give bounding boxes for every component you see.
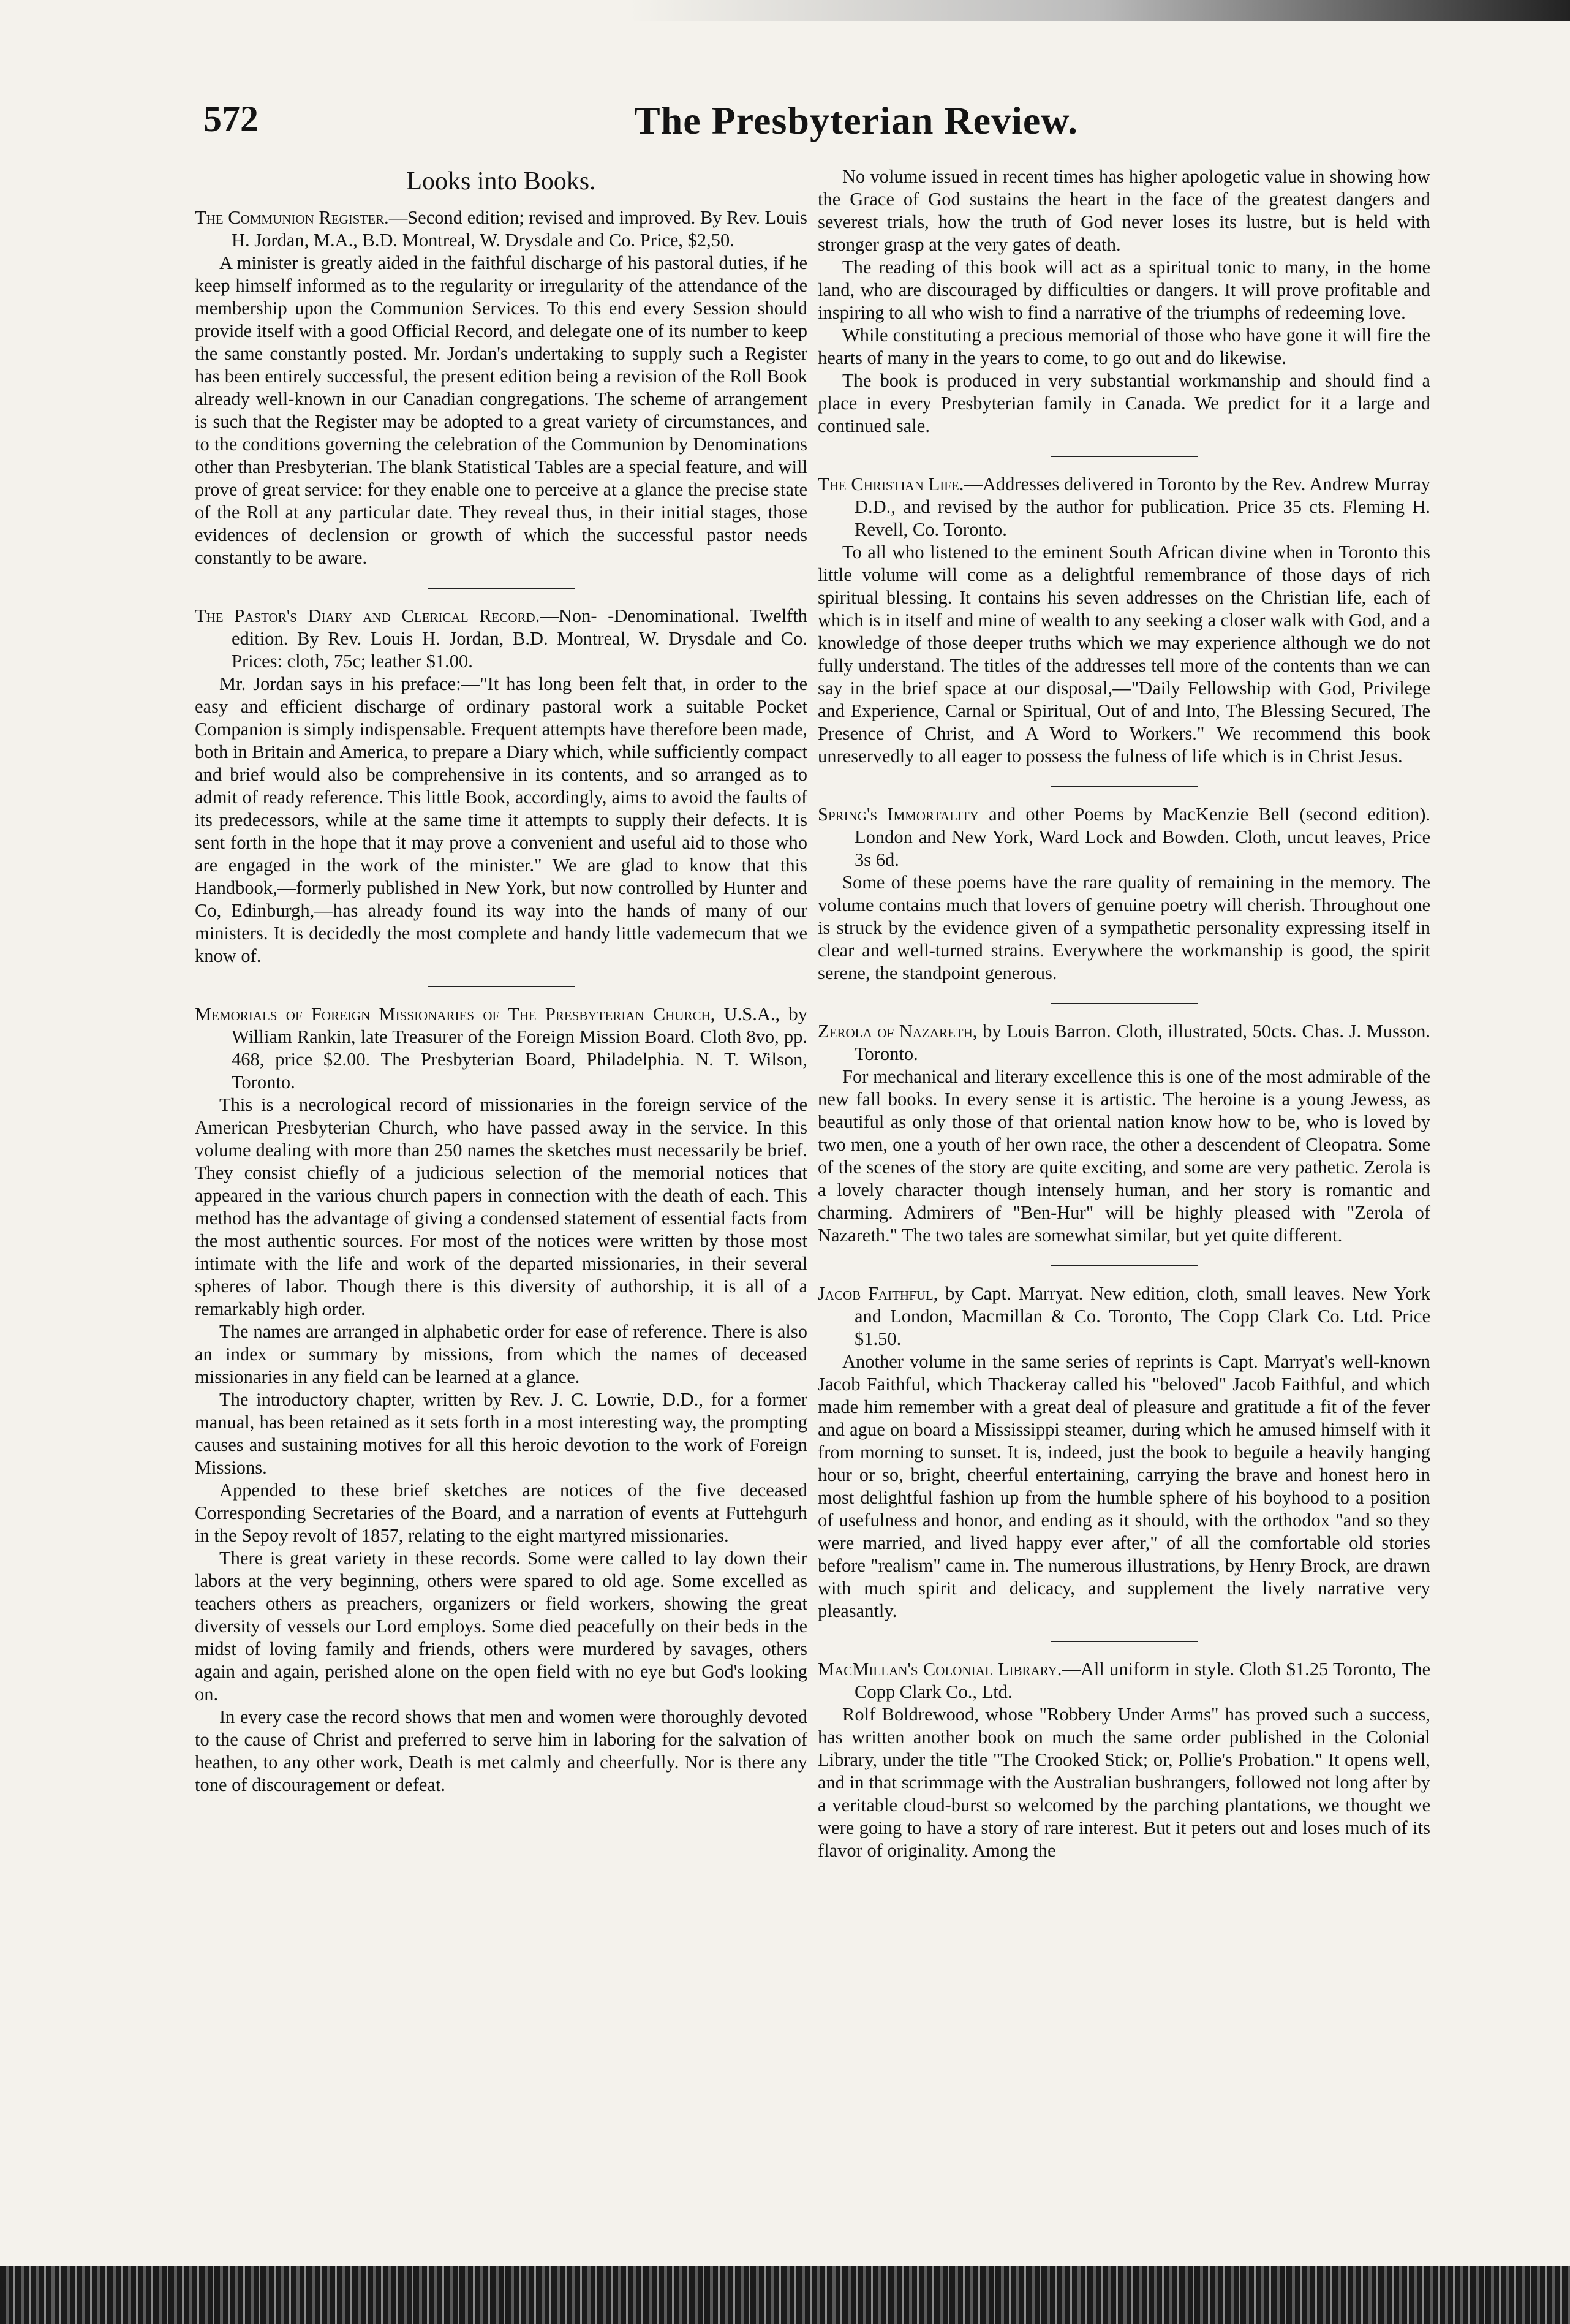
entry-heading — [818, 473, 1430, 541]
divider-rule — [428, 588, 575, 589]
entry-paragraph: Mr. Jordan says in his preface:—"It has long been felt that, in order to the easy and efficient discharge of ordinary pastoral work a suitable Pocket Companion is simply indispensable. Frequent attempts have therefore been made, both in Britain and America, to prepare a Diary which, while sufficiently compact and brief would also be comprehensive in its contents, and so arranged as to admit of ready reference. This little Book, accordingly, aims to avoid the faults of its predecessors, while at the same time it attempts to supply their defects. It is sent forth in the hope that it may prove a convenient and useful aid to those who are engaged in the work of the minister." We are glad to know that this Handbook,—formerly published in New York, but now controlled by Hunter and Co, Edinburgh,—has already found its way into the hands of many of our ministers. It is decidedly the most complete and handy little vademecum that we know of. — [195, 673, 807, 966]
scan-edge-top — [0, 0, 1570, 21]
review-memorials-missionaries — [195, 1003, 807, 1796]
entry-title: The Christian Life. — [818, 474, 964, 494]
entry-paragraph: There is great variety in these records. Some were called to lay down their labors at the very beginning, others were spared to old age. Some excelled as teachers others as preachers, organizers or field workers, showing the great diversity of vessels our Lord employs. Some died peacefully on their beds in the midst of loving family and friends, others were murdered by savages, others again and again, perished alone on the open field with no eye but God's looking on. — [195, 1548, 807, 1705]
entry-paragraph: In every case the record shows that men and women were thoroughly devoted to the cause of Christ and preferred to serve him in laboring for the salvation of heathen, to any other work, Death is met calmly and cheerfully. Nor is there any tone of discouragement or defeat. — [195, 1706, 807, 1795]
scan-edge-bottom — [0, 2266, 1570, 2324]
entry-paragraph: Appended to these brief sketches are notices of the five deceased Corresponding Secretaries of the Board, and a narration of events at Futtehgurh in the Sepoy revolt of 1857, relating to the eight martyred missionaries. — [195, 1480, 807, 1546]
right-column — [818, 165, 1430, 1880]
entry-paragraph: Some of these poems have the rare quality of remaining in the memory. The volume contains much that lovers of genuine poetry will cherish. Throughout one is struck by the evidence given of a sympathetic personality expressing itself in clear and well-turned strains. Everywhere the workmanship is good, the spirit serene, the standpoint generous. — [818, 872, 1430, 983]
running-head: The Presbyterian Review. — [634, 99, 1078, 142]
entry-paragraph: Another volume in the same series of reprints is Capt. Marryat's well-known Jacob Faithful, which Thackeray called his "beloved" Jacob Faithful, and which made him remember with a great deal of pleasure and gratitude a fit of the fever and ague on board a Mississippi steamer, during which he amused himself with it from morning to sunset. It is, indeed, just the book to beguile a heavily hanging hour or so, bright, cheerful entertaining, carrying the brave and honest hero in most delightful fashion up from the humble sphere of his boyhood to a position of usefulness and honor, and ending as it should, with the orthodox "and so they were married, and lived happy ever after," of all the comfortable old stories before "realism" came in. The numerous illustrations, by Henry Brock, are drawn with much spirit and delicacy, and supplement the lively narrative very pleasantly. — [818, 1351, 1430, 1621]
review-memorials-continued — [818, 165, 1430, 437]
entry-paragraph: A minister is greatly aided in the faithful discharge of his pastoral duties, if he keep himself informed as to the regularity or irregularity of the attendance of the membership upon the Communion Services. To this end every Session should provide itself with a good Official Record, and delegate one of its number to keep the same constantly posted. Mr. Jordan's undertaking to supply such a Register has been entirely successful, the present edition being a revision of the Roll Book already well-known in our Canadian congregations. The scheme of arrangement is such that the Register may be adopted to a great variety of circumstances, and to the conditions governing the celebration of the Communion by Denominations other than Presbyterian. The blank Statistical Tables are a special feature, and will prove of great service: for they enable one to perceive at a glance the precise state of the Roll at any particular date. They reveal thus, in their initial stages, those evidences of declension or growth of which the successful pastor needs constantly to be aware. — [195, 252, 807, 568]
divider-rule — [1051, 1003, 1198, 1004]
review-communion-register — [195, 206, 807, 569]
entry-heading — [195, 605, 807, 673]
entry-title: Spring's Immortality — [818, 804, 979, 825]
review-christian-life — [818, 473, 1430, 768]
entry-title: Zerola of Nazareth, — [818, 1021, 978, 1042]
entry-heading — [195, 206, 807, 252]
divider-rule — [1051, 1265, 1198, 1266]
entry-title: MacMillan's Colonial Library. — [818, 1659, 1062, 1679]
entry-heading — [818, 1020, 1430, 1065]
divider-rule — [1051, 1641, 1198, 1642]
divider-rule — [1051, 456, 1198, 457]
entry-details: by Louis Barron. Cloth, illustrated, 50cts. Chas. J. Musson. Toronto. — [855, 1021, 1430, 1064]
divider-rule — [428, 986, 575, 987]
entry-details: —Second edition; revised and improved. By Rev. Louis H. Jordan, M.A., B.D. Montreal, W. Drysdale and Co. Price, $2,50. — [232, 207, 808, 251]
entry-heading — [195, 1003, 807, 1094]
entry-paragraph: This is a necrological record of missionaries in the foreign service of the American Presbyterian Church, who have passed away in the service. In this volume dealing with more than 250 names the sketches must necessarily be brief. They consist chiefly of a judicious selection of the memorial notices that appeared in the various church papers in connection with the death of each. This method has the advantage of giving a condensed statement of essential facts from the most authentic sources. For most of the notices were written by those most intimate with the life and work of the departed missionaries, in their several spheres of labor. Though there is this diversity of authorship, it is all of a remarkably high order. — [195, 1094, 807, 1319]
review-zerola-nazareth — [818, 1020, 1430, 1247]
entry-paragraph: For mechanical and literary excellence this is one of the most admirable of the new fall books. In every sense it is artistic. The heroine is a young Jewess, as beautiful as only those of that oriental nation know how to be, who is loved by two men, one a youth of her own race, the other a descendent of Cleopatra. Some of the scenes of the story are quite exciting, and some are very pathetic. Zerola is a lovely character though intensely human, and her story is romantic and charming. Admirers of "Ben-Hur" will be highly pleased with "Zerola of Nazareth." The two tales are somewhat similar, but yet quite different. — [818, 1066, 1430, 1246]
entry-details: —Non- -Denominational. Twelfth edition. By Rev. Louis H. Jordan, B.D. Montreal, W. Drysdale and Co. Prices: cloth, 75c; leather $1.00. — [232, 605, 807, 672]
entry-paragraph: While constituting a precious memorial of those who have gone it will fire the hearts of many in the years to come, to go out and do likewise. — [818, 325, 1430, 368]
review-jacob-faithful — [818, 1282, 1430, 1622]
review-colonial-library — [818, 1658, 1430, 1862]
entry-title: The Communion Register. — [195, 207, 389, 228]
entry-details: by Capt. Marryat. New edition, cloth, small leaves. New York and London, Macmillan & Co. Toronto, The Copp Clark Co. Ltd. Price $1.50. — [855, 1283, 1430, 1349]
left-column — [195, 165, 807, 1815]
page-number: 572 — [203, 99, 259, 139]
entry-details: —Addresses delivered in Toronto by the Rev. Andrew Murray D.D., and revised by the author for publication. Price 35 cts. Fleming H. Revell, Co. Toronto. — [855, 474, 1430, 540]
entry-title: The Pastor's Diary and Clerical Record. — [195, 605, 540, 626]
entry-paragraph: To all who listened to the eminent South African divine when in Toronto this little volume will come as a delightful remembrance of those days of rich spiritual blessing. It contains his seven addresses on the Christian life, each of which is in itself and mine of wealth to any seeking a closer walk with God, and a knowledge of those deeper truths which we may experience although we do not fully understand. The titles of the addresses tell more of the contents than we can say in the brief space at our disposal,—"Daily Fellowship with God, Privilege and Experience, Carnal or Spiritual, Out of and Into, The Blessing Secured, The Presence of Christ, and A Word to Workers." We recommend this book unreservedly to all eager to possess the fulness of life which is in Christ Jesus. — [818, 542, 1430, 766]
entry-paragraph: The names are arranged in alphabetic order for ease of reference. There is also an index or summary by missions, from which the names of deceased missionaries in any field can be learned at a glance. — [195, 1321, 807, 1387]
entry-details: —All uniform in style. Cloth $1.25 Toronto, The Copp Clark Co., Ltd. — [855, 1659, 1430, 1702]
entry-title: Jacob Faithful, — [818, 1283, 938, 1304]
entry-paragraph: The introductory chapter, written by Rev. J. C. Lowrie, D.D., for a former manual, has been retained as it sets forth in a most interesting way, the prompting causes and sustaining motives for all this heroic devotion to the work of Foreign Missions. — [195, 1389, 807, 1478]
entry-details: by William Rankin, late Treasurer of the Foreign Mission Board. Cloth 8vo, pp. 468, price $2.00. The Presbyterian Board, Philadelphia. N. T. Wilson, Toronto. — [232, 1004, 807, 1092]
entry-heading — [818, 1658, 1430, 1703]
entry-title: Memorials of Foreign Missionaries of The Presbyterian Church, U.S.A., — [195, 1004, 780, 1024]
entry-paragraph: Rolf Boldrewood, whose "Robbery Under Arms" has proved such a success, has written another book on much the same order published in the Colonial Library, under the title "The Crooked Stick; or, Pollie's Probation." It opens well, and in that scrimmage with the Australian bushrangers, followed not long after by a veritable cloud-burst so welcomed by the parching plantations, we thought we were going to have a story of rare interest. But it peters out and loses much of its flavor of originality. Among the — [818, 1704, 1430, 1861]
review-pastors-diary — [195, 605, 807, 967]
entry-paragraph: The book is produced in very substantial workmanship and should find a place in every Presbyterian family in Canada. We predict for it a large and continued sale. — [818, 370, 1430, 436]
divider-rule — [1051, 786, 1198, 787]
entry-heading — [818, 803, 1430, 871]
entry-heading — [818, 1282, 1430, 1350]
section-title: Looks into Books. — [406, 167, 596, 195]
entry-paragraph: The reading of this book will act as a spiritual tonic to many, in the home land, who are discouraged by difficulties or dangers. It will prove profitable and inspiring to all who wish to find a narrative of the triumphs of redeeming love. — [818, 257, 1430, 323]
entry-details: and other Poems by MacKenzie Bell (second edition). London and New York, Ward Lock and Bowden. Cloth, uncut leaves, Price 3s 6d. — [855, 804, 1431, 870]
entry-paragraph: No volume issued in recent times has higher apologetic value in showing how the Grace of God sustains the heart in the face of the greatest dangers and severest trials, how the truth of God never loses its lustre, but is held with stronger grasp at the very gates of death. — [818, 166, 1430, 255]
review-springs-immortality — [818, 803, 1430, 985]
